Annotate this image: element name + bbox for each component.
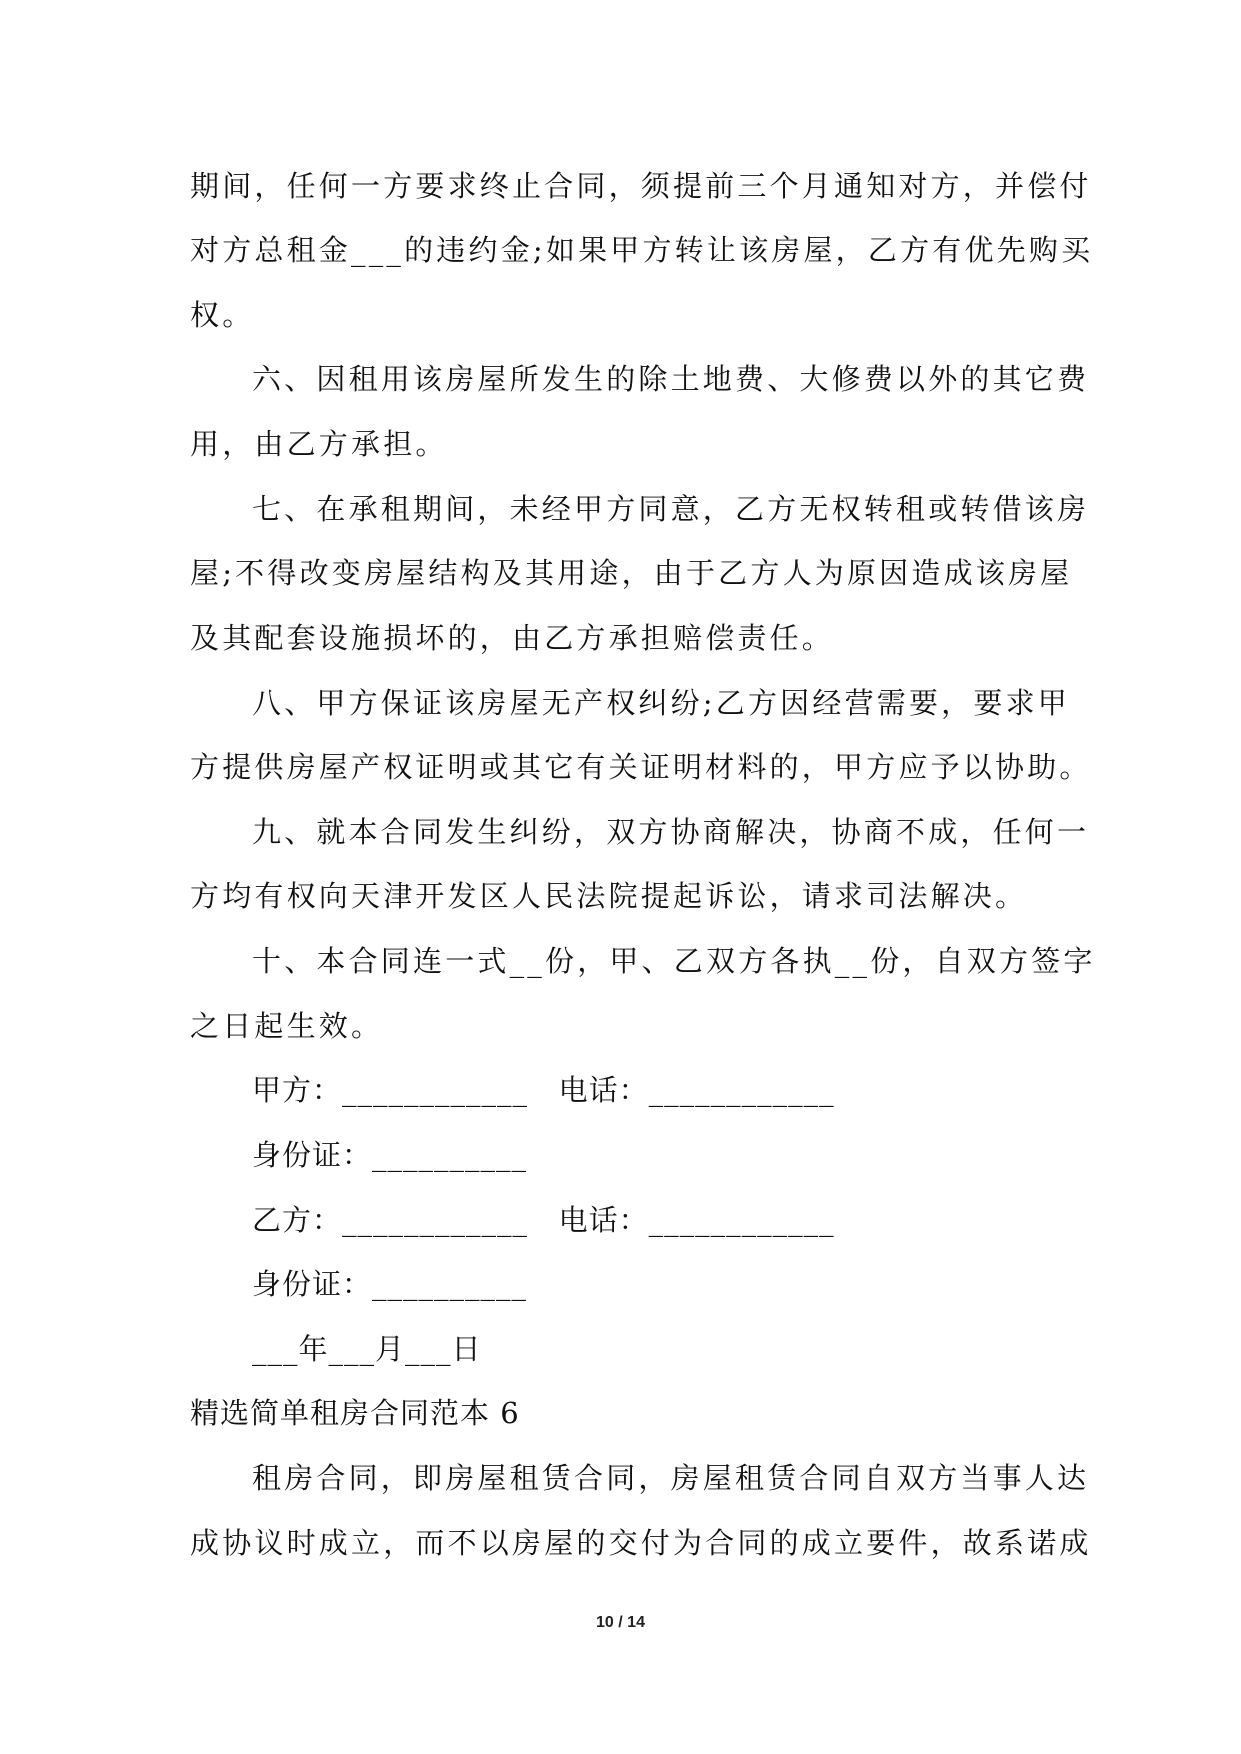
body-text-line: 成协议时成立，而不以房屋的交付为合同的成立要件，故系诺成 — [190, 1526, 1092, 1560]
body-text-line: 权。 — [190, 298, 255, 332]
clause-nine-line: 九、就本合同发生纠纷，双方协商解决，协商不成，任何一 — [252, 815, 1090, 849]
section-heading: 精选简单租房合同范本 6 — [190, 1396, 520, 1430]
clause-six-line: 六、因租用该房屋所发生的除土地费、大修费以外的其它费 — [252, 362, 1090, 396]
party-a-signature-line: 甲方：____________ 电话：____________ — [252, 1073, 835, 1107]
body-text-line: 屋;不得改变房屋结构及其用途，由于乙方人为原因造成该房屋 — [190, 556, 1073, 590]
date-line: ___年___月___日 — [252, 1332, 482, 1366]
body-text-line: 之日起生效。 — [190, 1009, 384, 1043]
body-text-line: 用，由乙方承担。 — [190, 427, 448, 461]
body-text-line: 期间，任何一方要求终止合同，须提前三个月通知对方，并偿付 — [190, 169, 1092, 203]
party-a-id-line: 身份证：__________ — [252, 1138, 528, 1172]
party-b-signature-line: 乙方：____________ 电话：____________ — [252, 1203, 835, 1237]
clause-seven-line: 七、在承租期间，未经甲方同意，乙方无权转租或转借该房 — [252, 492, 1090, 526]
clause-ten-line: 十、本合同连一式__份，甲、乙双方各执__份，自双方签字 — [252, 944, 1096, 978]
clause-eight-line: 八、甲方保证该房屋无产权纠纷;乙方因经营需要，要求甲 — [252, 686, 1070, 720]
body-text-line: 及其配套设施损坏的，由乙方承担赔偿责任。 — [190, 621, 835, 655]
body-text-line: 方均有权向天津开发区人民法院提起诉讼，请求司法解决。 — [190, 879, 1028, 913]
page-number: 10 / 14 — [596, 1614, 645, 1631]
body-text-line: 方提供房屋产权证明或其它有关证明材料的，甲方应予以协助。 — [190, 750, 1092, 784]
body-text-line: 对方总租金___的违约金;如果甲方转让该房屋，乙方有优先购买 — [190, 233, 1094, 267]
party-b-id-line: 身份证：__________ — [252, 1267, 528, 1301]
body-text-line: 租房合同，即房屋租赁合同，房屋租赁合同自双方当事人达 — [252, 1461, 1090, 1495]
